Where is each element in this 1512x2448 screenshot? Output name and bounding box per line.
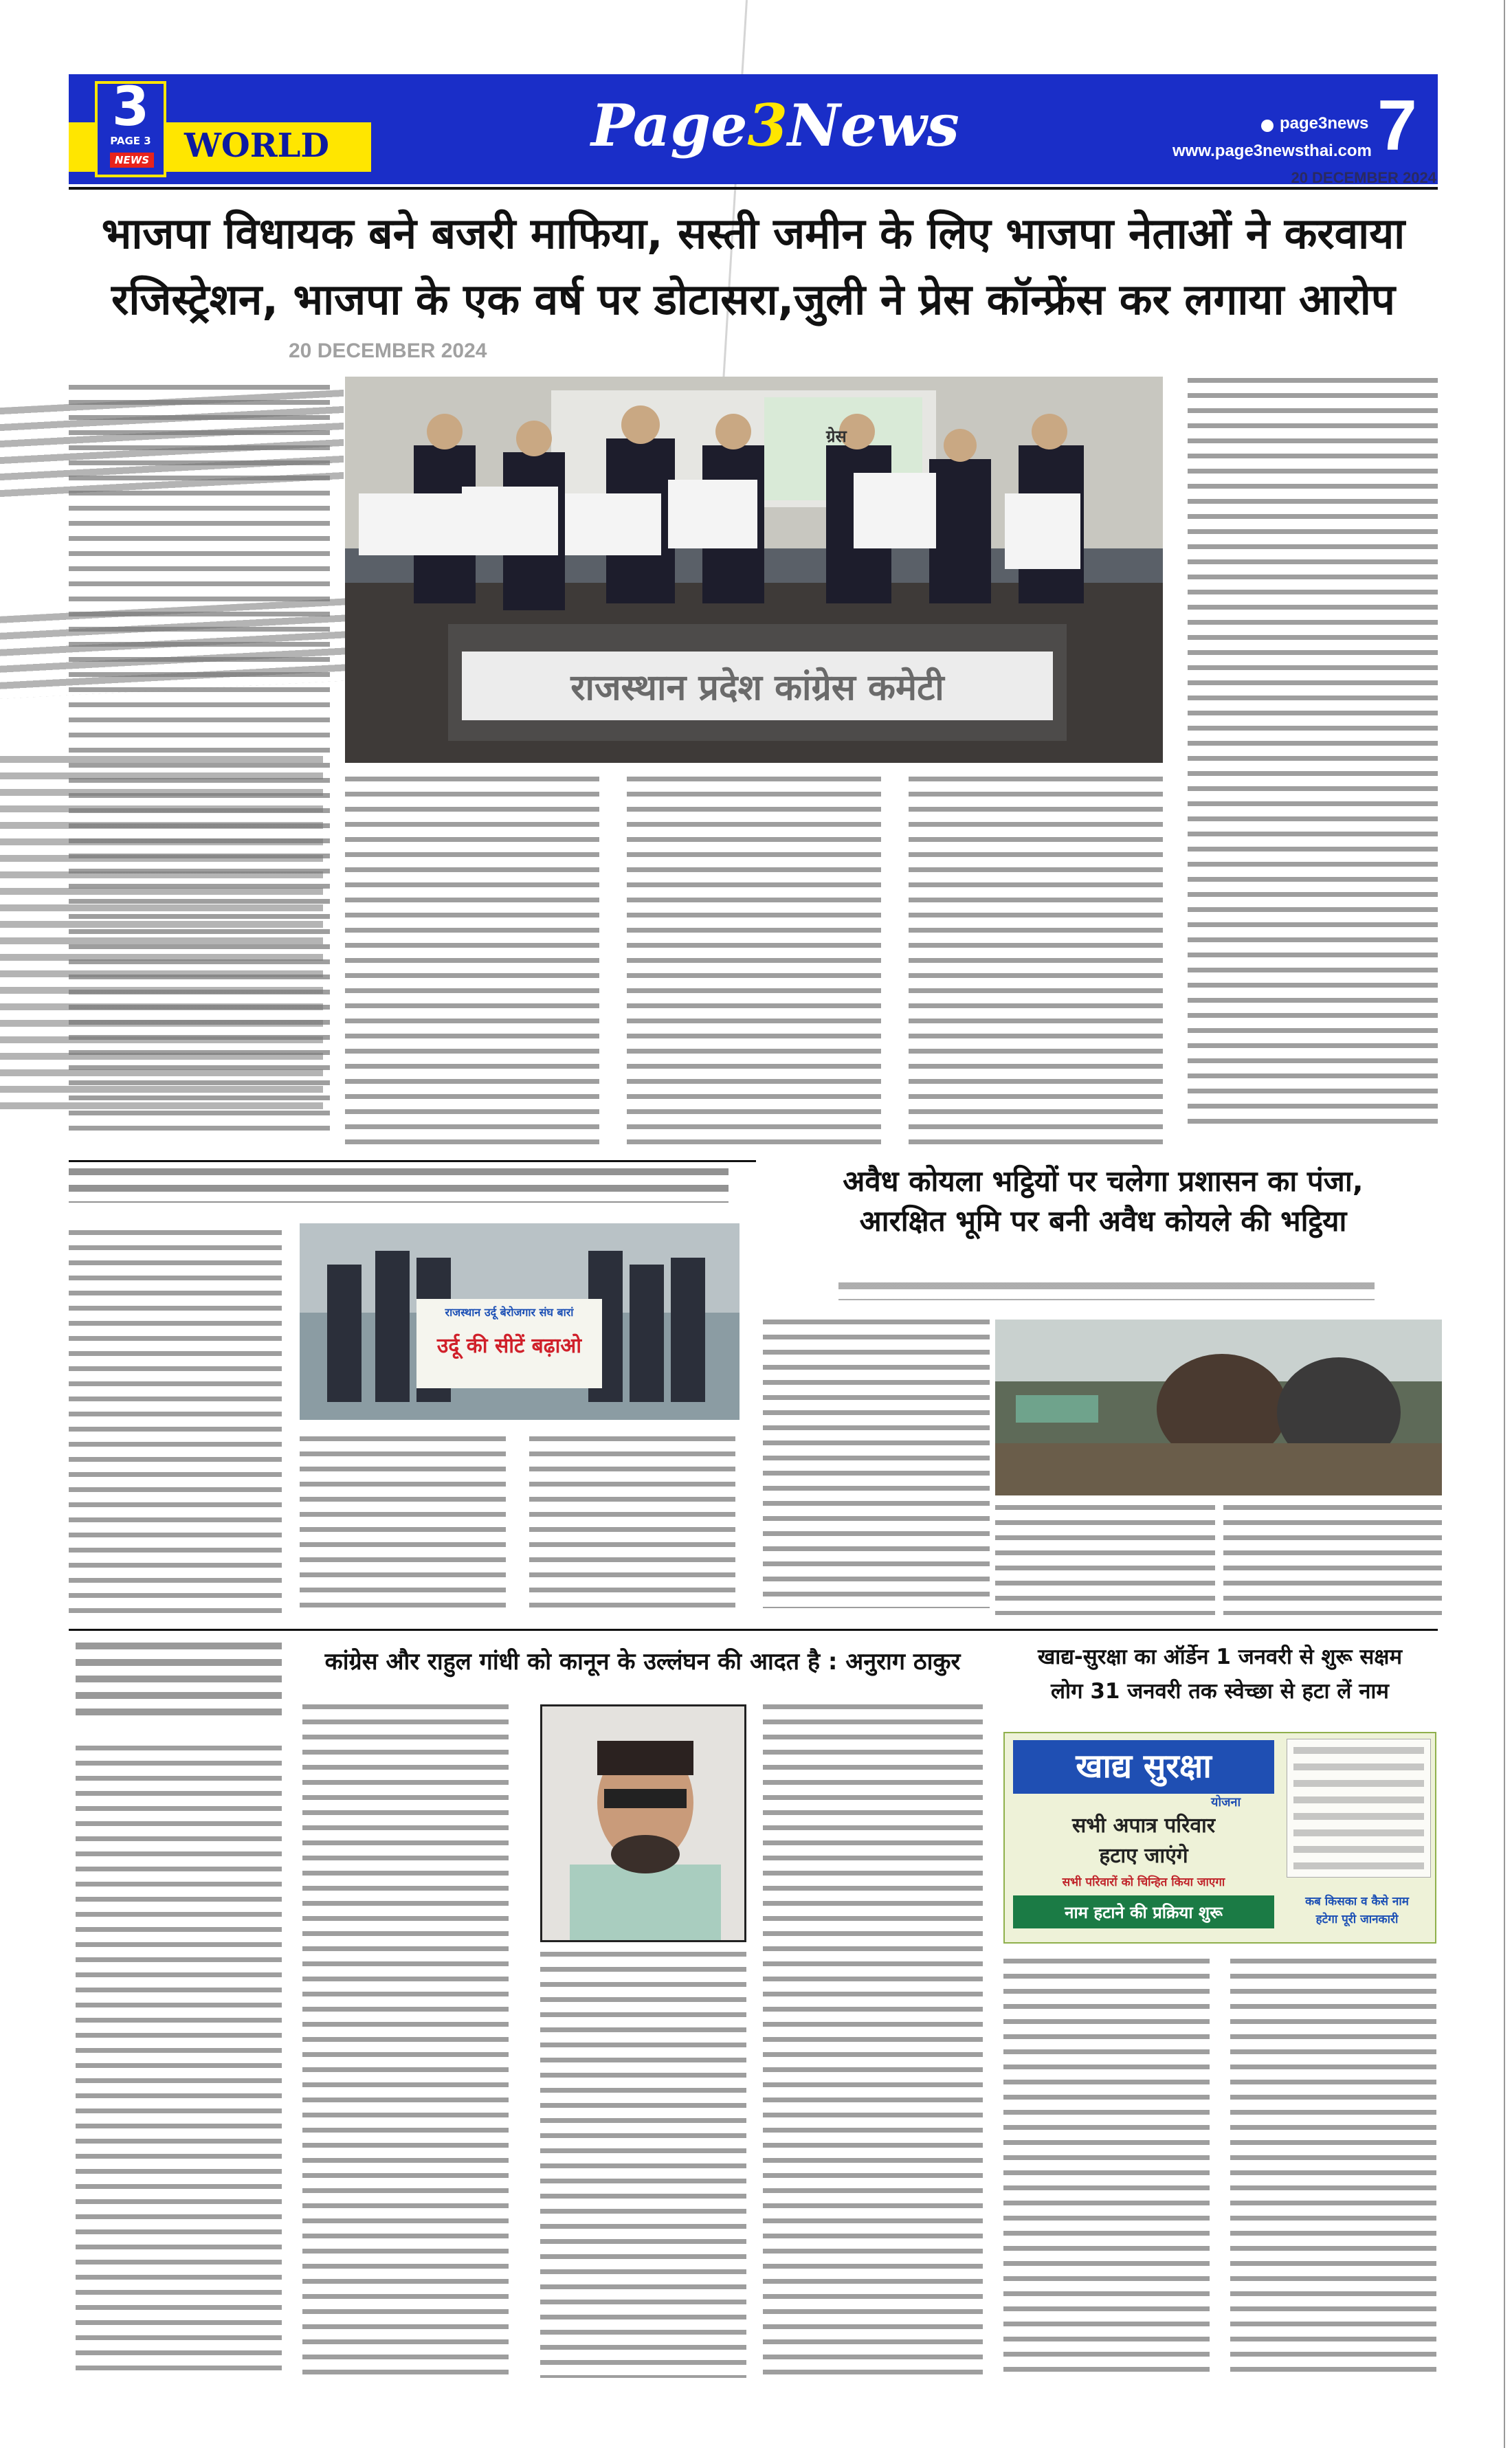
- story-divider: [69, 1629, 1438, 1631]
- coal-kilns-photo: [995, 1320, 1442, 1495]
- coal-column-1: [763, 1320, 990, 1608]
- scan-smear: [0, 756, 323, 1113]
- coal-column-3: [1223, 1505, 1442, 1615]
- urdu-banner-line1: राजस्थान उर्दू बेरोजगार संघ बारां: [445, 1306, 574, 1319]
- food-headline-line1: खाद्य-सुरक्षा का ऑर्डेन 1 जनवरी से शुरू सक्षम: [1037, 1645, 1403, 1669]
- lead-column-4: [909, 777, 1163, 1148]
- logo-news-tag: NEWS: [110, 153, 154, 168]
- food-graphic-line2: हटाए जाएंगे: [1099, 1844, 1188, 1868]
- brand-three: 3: [747, 91, 788, 159]
- side-story-headline-garbled: [76, 1643, 282, 1725]
- lead-column-2: [345, 777, 599, 1148]
- lead-headline-line1: भाजपा विधायक बने बजरी माफिया, सस्ती जमीन के लिए भाजपा नेताओं ने करवाया: [101, 208, 1405, 258]
- brand-title: [591, 81, 959, 170]
- food-graphic-side2: हटेगा पूरी जानकारी: [1315, 1913, 1399, 1926]
- rahul-column-3: [763, 1704, 983, 2378]
- food-security-graphic: [1003, 1732, 1436, 1944]
- urdu-column-2: [300, 1436, 506, 1615]
- food-graphic-side1: कब किसका व कैसे नाम: [1305, 1895, 1409, 1909]
- logo-subtitle: PAGE 3: [110, 135, 151, 147]
- photo-backdrop-word: ग्रेस: [826, 427, 847, 446]
- food-graphic-line3: सभी परिवारों को चिन्हित किया जाएगा: [1062, 1876, 1225, 1889]
- website-url: www.page3newsthai.com: [1172, 142, 1372, 160]
- photo-banner-text: राजस्थान प्रदेश कांग्रेस कमेटी: [570, 667, 944, 709]
- social-dot-icon: [1261, 120, 1274, 132]
- coal-subhead-garbled: [838, 1282, 1375, 1300]
- coal-headline-line2: आरक्षित भूमि पर बनी अवैध कोयले की भट्ठिया: [859, 1204, 1347, 1238]
- food-graphic-title: खाद्य सुरक्षा: [1076, 1747, 1212, 1785]
- food-story-headline: [997, 1640, 1443, 1709]
- dateline: 20 DECEMBER 2024: [1291, 169, 1436, 186]
- food-graphic-document-text: [1293, 1747, 1424, 1871]
- rahul-story-headline: कांग्रेस और राहुल गांधी को कानून के उल्लंघन की आदत है : अनुराग ठाकुर: [324, 1648, 961, 1676]
- lead-headline-line2: रजिस्ट्रेशन, भाजपा के एक वर्ष पर डोटासरा,जुली ने प्रेस कॉन्फ्रेंस कर लगाया आरोप: [111, 274, 1396, 324]
- lead-column-right: [1188, 378, 1438, 1134]
- side-column-1: [76, 1746, 282, 2378]
- coal-photo-svg: [995, 1320, 1442, 1495]
- logo-number: 3: [111, 76, 150, 138]
- anurag-thakur-photo: [540, 1704, 746, 1942]
- urdu-protest-photo: [300, 1223, 740, 1420]
- food-graphic-yojana: योजना: [1211, 1795, 1241, 1810]
- section-label: WORLD: [184, 126, 329, 165]
- brand-prefix: Page: [591, 91, 748, 159]
- masthead-rule: [69, 187, 1438, 190]
- scan-smear: [0, 390, 344, 504]
- coal-column-2: [995, 1505, 1215, 1615]
- urdu-photo-svg: [300, 1223, 740, 1420]
- food-headline-line2: लोग 31 जनवरी तक स्वेच्छा से हटा लें नाम: [1051, 1679, 1389, 1704]
- coal-headline-line1: अवैध कोयला भट्ठियों पर चलेगा प्रशासन का पंजा,: [843, 1164, 1364, 1198]
- rahul-column-1: [302, 1704, 509, 2378]
- food-column-2: [1230, 1959, 1436, 2378]
- story-divider: [69, 1160, 756, 1162]
- urdu-column-3: [529, 1436, 735, 1615]
- coal-story-headline: [763, 1161, 1443, 1241]
- social-handle: page3news: [1280, 114, 1369, 133]
- urdu-column-1: [69, 1230, 282, 1615]
- rahul-column-2: [540, 1952, 746, 2378]
- lead-headline: [69, 201, 1438, 333]
- urdu-banner-line2: उर्दू की सीटें बढ़ाओ: [436, 1334, 582, 1358]
- anurag-photo-svg: [542, 1706, 746, 1941]
- food-column-1: [1003, 1959, 1210, 2378]
- urdu-story-headline-garbled: [69, 1168, 729, 1203]
- food-graphic-line4: नाम हटाने की प्रक्रिया शुरू: [1065, 1903, 1223, 1922]
- page-border-right: [1504, 0, 1505, 2448]
- page-number: 7: [1377, 86, 1417, 166]
- lead-press-conference-photo: [345, 377, 1163, 763]
- ghost-date: 20 DECEMBER 2024: [289, 340, 487, 362]
- lead-column-3: [627, 777, 881, 1148]
- food-graphic-line1: सभी अपात्र परिवार: [1071, 1814, 1216, 1838]
- brand-suffix: News: [787, 91, 959, 159]
